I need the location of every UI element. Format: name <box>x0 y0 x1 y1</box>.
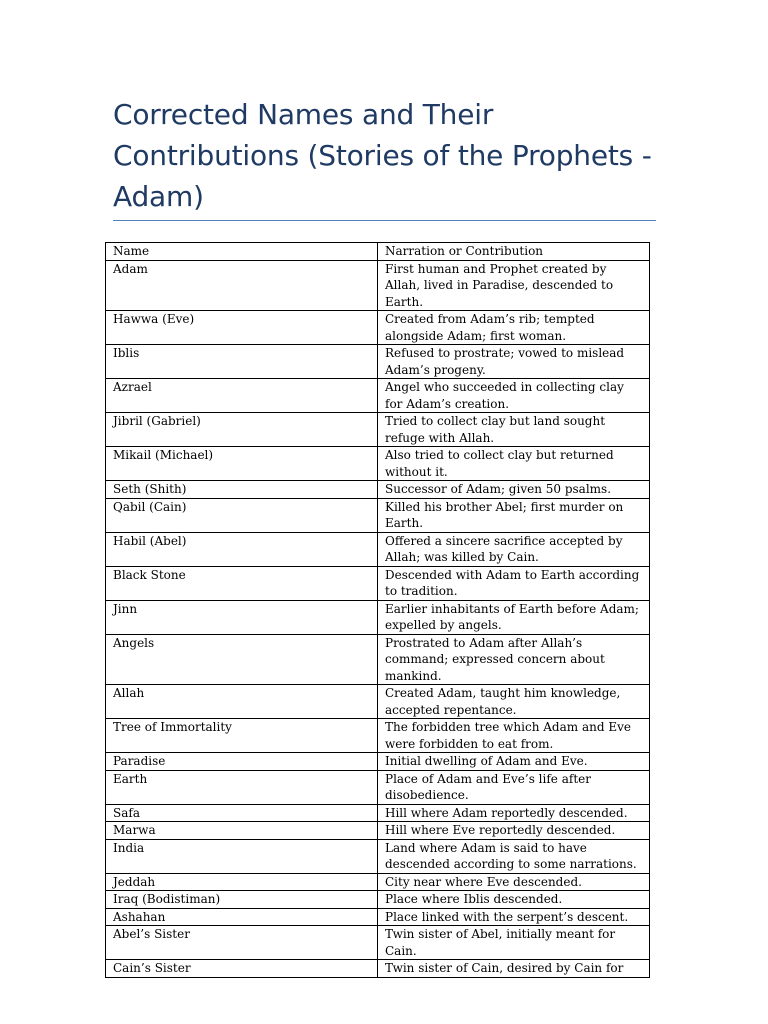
contribution-cell: Tried to collect clay but land sought refuge with Allah. <box>378 413 650 447</box>
table-row <box>106 719 650 753</box>
table-row <box>106 839 650 873</box>
contribution-cell: Land where Adam is said to have descended according to some narrations. <box>378 839 650 873</box>
table-row <box>106 926 650 960</box>
name-cell: Seth (Shith) <box>106 481 378 499</box>
name-cell: Cain’s Sister <box>106 960 378 978</box>
contribution-cell: Also tried to collect clay but returned without it. <box>378 447 650 481</box>
name-cell: Ashahan <box>106 908 378 926</box>
document-title: Corrected Names and Their Contributions (Stories of the Prophets - Adam) <box>113 98 652 213</box>
table-row <box>106 498 650 532</box>
table-row <box>106 891 650 909</box>
contribution-cell: City near where Eve descended. <box>378 873 650 891</box>
contribution-cell: The forbidden tree which Adam and Eve were forbidden to eat from. <box>378 719 650 753</box>
name-cell: Qabil (Cain) <box>106 498 378 532</box>
table-row <box>106 960 650 978</box>
name-cell: Black Stone <box>106 566 378 600</box>
table-row <box>106 685 650 719</box>
table-row <box>106 413 650 447</box>
contribution-cell: Earlier inhabitants of Earth before Adam; expelled by angels. <box>378 600 650 634</box>
header-contribution: Narration or Contribution <box>378 243 650 261</box>
names-table <box>105 242 650 978</box>
name-cell: Paradise <box>106 753 378 771</box>
contribution-cell: First human and Prophet created by Allah, lived in Paradise, descended to Earth. <box>378 260 650 311</box>
table-row <box>106 770 650 804</box>
name-cell: Angels <box>106 634 378 685</box>
table-row <box>106 311 650 345</box>
contribution-cell: Prostrated to Adam after Allah’s command; expressed concern about mankind. <box>378 634 650 685</box>
contribution-cell: Created Adam, taught him knowledge, accepted repentance. <box>378 685 650 719</box>
table-row <box>106 532 650 566</box>
contribution-cell: Place of Adam and Eve’s life after disobedience. <box>378 770 650 804</box>
contribution-cell: Killed his brother Abel; first murder on Earth. <box>378 498 650 532</box>
table-row <box>106 481 650 499</box>
contribution-cell: Initial dwelling of Adam and Eve. <box>378 753 650 771</box>
contribution-cell: Place where Iblis descended. <box>378 891 650 909</box>
name-cell: Jinn <box>106 600 378 634</box>
name-cell: Iblis <box>106 345 378 379</box>
contribution-cell: Offered a sincere sacrifice accepted by Allah; was killed by Cain. <box>378 532 650 566</box>
contribution-cell: Angel who succeeded in collecting clay for Adam’s creation. <box>378 379 650 413</box>
contribution-cell: Place linked with the serpent’s descent. <box>378 908 650 926</box>
table-header-row <box>106 243 650 261</box>
table-row <box>106 753 650 771</box>
table-row <box>106 566 650 600</box>
contribution-cell: Twin sister of Cain, desired by Cain for <box>378 960 650 978</box>
name-cell: Hawwa (Eve) <box>106 311 378 345</box>
name-cell: Tree of Immortality <box>106 719 378 753</box>
name-cell: Safa <box>106 804 378 822</box>
table-row <box>106 260 650 311</box>
table-row <box>106 634 650 685</box>
name-cell: Azrael <box>106 379 378 413</box>
table-row <box>106 345 650 379</box>
name-cell: Allah <box>106 685 378 719</box>
table-row <box>106 447 650 481</box>
name-cell: Mikail (Michael) <box>106 447 378 481</box>
table-row <box>106 804 650 822</box>
name-cell: India <box>106 839 378 873</box>
name-cell: Jeddah <box>106 873 378 891</box>
table-row <box>106 600 650 634</box>
name-cell: Earth <box>106 770 378 804</box>
contribution-cell: Descended with Adam to Earth according to tradition. <box>378 566 650 600</box>
table-row <box>106 822 650 840</box>
name-cell: Adam <box>106 260 378 311</box>
table-row <box>106 379 650 413</box>
contribution-cell: Successor of Adam; given 50 psalms. <box>378 481 650 499</box>
name-cell: Iraq (Bodistiman) <box>106 891 378 909</box>
contribution-cell: Created from Adam’s rib; tempted alongside Adam; first woman. <box>378 311 650 345</box>
contribution-cell: Hill where Adam reportedly descended. <box>378 804 650 822</box>
table-row <box>106 873 650 891</box>
name-cell: Abel’s Sister <box>106 926 378 960</box>
contribution-cell: Twin sister of Abel, initially meant for Cain. <box>378 926 650 960</box>
header-name: Name <box>106 243 378 261</box>
contribution-cell: Refused to prostrate; vowed to mislead Adam’s progeny. <box>378 345 650 379</box>
name-cell: Marwa <box>106 822 378 840</box>
contribution-cell: Hill where Eve reportedly descended. <box>378 822 650 840</box>
table-row <box>106 908 650 926</box>
name-cell: Jibril (Gabriel) <box>106 413 378 447</box>
name-cell: Habil (Abel) <box>106 532 378 566</box>
title-underline <box>113 220 656 221</box>
